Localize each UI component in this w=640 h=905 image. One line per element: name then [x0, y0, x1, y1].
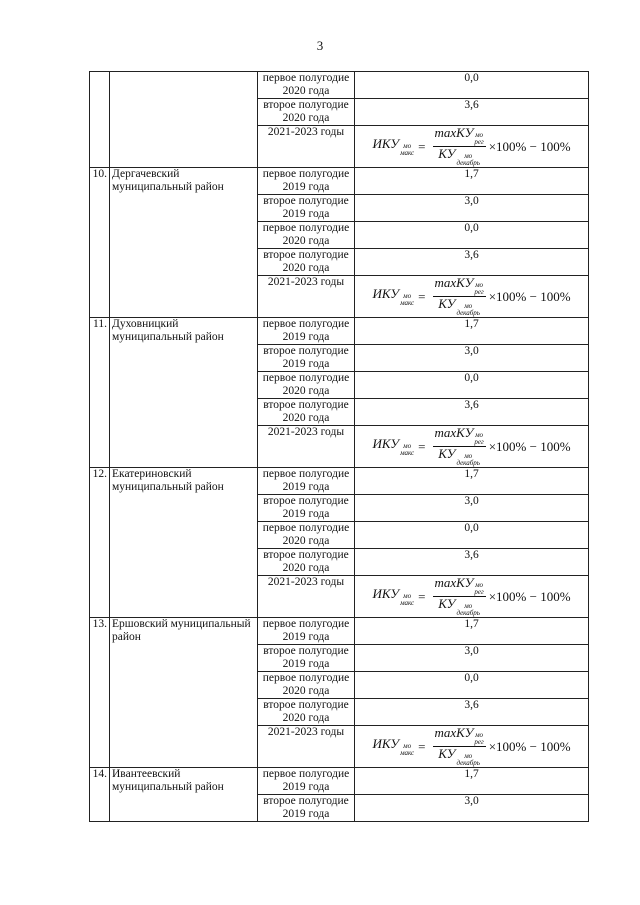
- period-value: 0,0: [355, 522, 589, 549]
- formula-num: [434, 425, 484, 446]
- formula-lhs-sup: мо: [403, 741, 412, 750]
- period-label: второе полугодие 2019 года: [258, 795, 355, 822]
- row-number: 11.: [90, 318, 110, 468]
- period-label: 2021-2023 годы: [258, 276, 355, 318]
- period-label: 2021-2023 годы: [258, 426, 355, 468]
- formula-lhs: [372, 737, 414, 757]
- formula-num-sup: мо: [475, 281, 484, 289]
- formula-den-main: КУ: [438, 296, 456, 311]
- period-label: первое полугодие 2019 года: [258, 168, 355, 195]
- formula-lhs-scripts: [400, 743, 414, 757]
- formula-den-sub: декабрь: [456, 159, 480, 167]
- formula: [355, 126, 588, 167]
- formula-num-sup: мо: [475, 581, 484, 589]
- formula-den: [438, 446, 480, 467]
- formula-fraction: [433, 426, 486, 467]
- period-value: 0,0: [355, 372, 589, 399]
- period-label: второе полугодие 2020 года: [258, 249, 355, 276]
- formula-denominator: [438, 447, 480, 467]
- table-row: [90, 72, 589, 99]
- district-name: Дергачевский муниципальный район: [110, 168, 258, 318]
- formula-num-sub: рег: [474, 438, 484, 446]
- row-number: 10.: [90, 168, 110, 318]
- formula-lhs-sub: макс: [400, 298, 415, 307]
- period-label: второе полугодие 2019 года: [258, 645, 355, 672]
- formula-num-scripts: [474, 132, 483, 146]
- formula-lhs: [372, 137, 414, 157]
- formula-tail: ×100% − 100%: [488, 739, 571, 754]
- row-number: 13.: [90, 618, 110, 768]
- period-label: второе полугодие 2019 года: [258, 195, 355, 222]
- formula-den-main: КУ: [438, 446, 456, 461]
- period-label: второе полугодие 2020 года: [258, 699, 355, 726]
- period-label: второе полугодие 2019 года: [258, 345, 355, 372]
- district-name: Екатериновский муниципальный район: [110, 468, 258, 618]
- formula-num: [434, 725, 484, 746]
- formula-eq: =: [418, 289, 426, 304]
- table-row: [90, 768, 589, 795]
- district-name: Ершовский муниципальный район: [110, 618, 258, 768]
- period-value: 3,6: [355, 399, 589, 426]
- formula-lhs: [372, 437, 414, 457]
- formula-den-scripts: [456, 303, 480, 317]
- formula-den: [438, 746, 480, 767]
- formula-den-sup: мо: [464, 752, 473, 760]
- formula-num-sub: рег: [474, 288, 484, 296]
- district-name: Ивантеевский муниципальный район: [110, 768, 258, 822]
- district-name: [110, 72, 258, 168]
- formula-num-scripts: [474, 432, 483, 446]
- period-label: 2021-2023 годы: [258, 576, 355, 618]
- formula-lhs: [372, 587, 414, 607]
- period-value: 0,0: [355, 222, 589, 249]
- period-value: 3,6: [355, 99, 589, 126]
- period-label: первое полугодие 2020 года: [258, 222, 355, 249]
- table-row: [90, 168, 589, 195]
- formula-num-main: maxКУ: [434, 275, 474, 290]
- period-value: 0,0: [355, 72, 589, 99]
- period-value: 3,6: [355, 699, 589, 726]
- period-value: 3,0: [355, 495, 589, 522]
- formula-numerator: [433, 126, 486, 147]
- formula-den-scripts: [456, 753, 480, 767]
- period-label: первое полугодие 2020 года: [258, 522, 355, 549]
- formula-fraction: [433, 276, 486, 317]
- formula-num-sub: рег: [474, 138, 484, 146]
- period-label: первое полугодие 2019 года: [258, 768, 355, 795]
- period-value: 1,7: [355, 618, 589, 645]
- formula-den-scripts: [456, 453, 480, 467]
- formula: [355, 276, 588, 317]
- formula-lhs-main: ИКУ: [372, 135, 400, 151]
- formula-num-main: maxКУ: [434, 125, 474, 140]
- row-number: [90, 72, 110, 168]
- formula-lhs-sub: макс: [400, 148, 415, 157]
- formula-numerator: [433, 426, 486, 447]
- formula-tail: ×100% − 100%: [488, 289, 571, 304]
- period-label: второе полугодие 2020 года: [258, 399, 355, 426]
- district-table: [89, 71, 589, 822]
- formula-num-main: maxКУ: [434, 575, 474, 590]
- formula-den-main: КУ: [438, 596, 456, 611]
- formula-lhs-sub: макс: [400, 448, 415, 457]
- formula: [355, 726, 588, 767]
- formula-lhs-scripts: [400, 143, 414, 157]
- period-value: 3,6: [355, 249, 589, 276]
- period-value: 3,0: [355, 195, 589, 222]
- formula-lhs-scripts: [400, 293, 414, 307]
- formula-lhs-sub: макс: [400, 748, 415, 757]
- period-value: 1,7: [355, 768, 589, 795]
- formula-den-scripts: [456, 603, 480, 617]
- period-label: первое полугодие 2020 года: [258, 72, 355, 99]
- period-value: 3,0: [355, 795, 589, 822]
- formula-lhs-main: ИКУ: [372, 585, 400, 601]
- formula-den-main: КУ: [438, 146, 456, 161]
- formula-lhs-sup: мо: [403, 141, 412, 150]
- page-number: 3: [316, 38, 324, 53]
- period-label: первое полугодие 2019 года: [258, 618, 355, 645]
- formula-num-scripts: [474, 732, 483, 746]
- row-number: 12.: [90, 468, 110, 618]
- formula-lhs-main: ИКУ: [372, 435, 400, 451]
- formula-lhs: [372, 287, 414, 307]
- formula-lhs-sub: макс: [400, 598, 415, 607]
- period-label: первое полугодие 2019 года: [258, 318, 355, 345]
- formula-numerator: [433, 276, 486, 297]
- formula-num-main: maxКУ: [434, 725, 474, 740]
- period-label: первое полугодие 2020 года: [258, 672, 355, 699]
- row-number: 14.: [90, 768, 110, 822]
- period-value: 3,6: [355, 549, 589, 576]
- formula-den: [438, 596, 480, 617]
- formula-denominator: [438, 297, 480, 317]
- formula-num: [434, 575, 484, 596]
- formula-lhs-sup: мо: [403, 591, 412, 600]
- formula-num-sup: мо: [475, 431, 484, 439]
- formula-fraction: [433, 726, 486, 767]
- period-value: [355, 276, 589, 318]
- formula-lhs-sup: мо: [403, 441, 412, 450]
- formula-numerator: [433, 576, 486, 597]
- formula-num-sup: мо: [475, 131, 484, 139]
- formula-den-sub: декабрь: [456, 759, 480, 767]
- formula-den-sub: декабрь: [456, 309, 480, 317]
- period-value: 1,7: [355, 468, 589, 495]
- formula-den-sub: декабрь: [456, 609, 480, 617]
- formula: [355, 576, 588, 617]
- period-value: 1,7: [355, 318, 589, 345]
- formula-den-sub: декабрь: [456, 459, 480, 467]
- period-value: [355, 126, 589, 168]
- formula-den-sup: мо: [464, 452, 473, 460]
- formula-lhs-scripts: [400, 593, 414, 607]
- formula-num: [434, 125, 484, 146]
- formula-num-sup: мо: [475, 731, 484, 739]
- period-value: 3,0: [355, 645, 589, 672]
- formula-eq: =: [418, 439, 426, 454]
- formula-den-scripts: [456, 153, 480, 167]
- formula-num-main: maxКУ: [434, 425, 474, 440]
- period-label: первое полугодие 2019 года: [258, 468, 355, 495]
- table-row: [90, 618, 589, 645]
- table-row: [90, 468, 589, 495]
- period-label: второе полугодие 2020 года: [258, 99, 355, 126]
- formula-numerator: [433, 726, 486, 747]
- period-value: [355, 576, 589, 618]
- formula-tail: ×100% − 100%: [488, 139, 571, 154]
- formula-eq: =: [418, 589, 426, 604]
- formula-denominator: [438, 747, 480, 767]
- formula-num-scripts: [474, 582, 483, 596]
- formula-den-main: КУ: [438, 746, 456, 761]
- formula-fraction: [433, 576, 486, 617]
- formula-den-sup: мо: [464, 302, 473, 310]
- formula-num-scripts: [474, 282, 483, 296]
- period-label: второе полугодие 2020 года: [258, 549, 355, 576]
- period-label: первое полугодие 2020 года: [258, 372, 355, 399]
- formula-fraction: [433, 126, 486, 167]
- formula-lhs-sup: мо: [403, 291, 412, 300]
- period-label: 2021-2023 годы: [258, 726, 355, 768]
- period-value: 0,0: [355, 672, 589, 699]
- table-row: [90, 318, 589, 345]
- period-label: второе полугодие 2019 года: [258, 495, 355, 522]
- formula-lhs-main: ИКУ: [372, 735, 400, 751]
- formula-num-sub: рег: [474, 588, 484, 596]
- formula-den-sup: мо: [464, 602, 473, 610]
- formula-lhs-scripts: [400, 443, 414, 457]
- period-value: [355, 426, 589, 468]
- district-name: Духовницкий муниципальный район: [110, 318, 258, 468]
- formula-eq: =: [418, 739, 426, 754]
- formula-denominator: [438, 147, 480, 167]
- formula-eq: =: [418, 139, 426, 154]
- formula-tail: ×100% − 100%: [488, 439, 571, 454]
- formula-lhs-main: ИКУ: [372, 285, 400, 301]
- period-label: 2021-2023 годы: [258, 126, 355, 168]
- period-value: [355, 726, 589, 768]
- formula-tail: ×100% − 100%: [488, 589, 571, 604]
- formula-num-sub: рег: [474, 738, 484, 746]
- formula-num: [434, 275, 484, 296]
- formula-denominator: [438, 597, 480, 617]
- formula-den-sup: мо: [464, 152, 473, 160]
- period-value: 3,0: [355, 345, 589, 372]
- formula-den: [438, 296, 480, 317]
- formula: [355, 426, 588, 467]
- period-value: 1,7: [355, 168, 589, 195]
- formula-den: [438, 146, 480, 167]
